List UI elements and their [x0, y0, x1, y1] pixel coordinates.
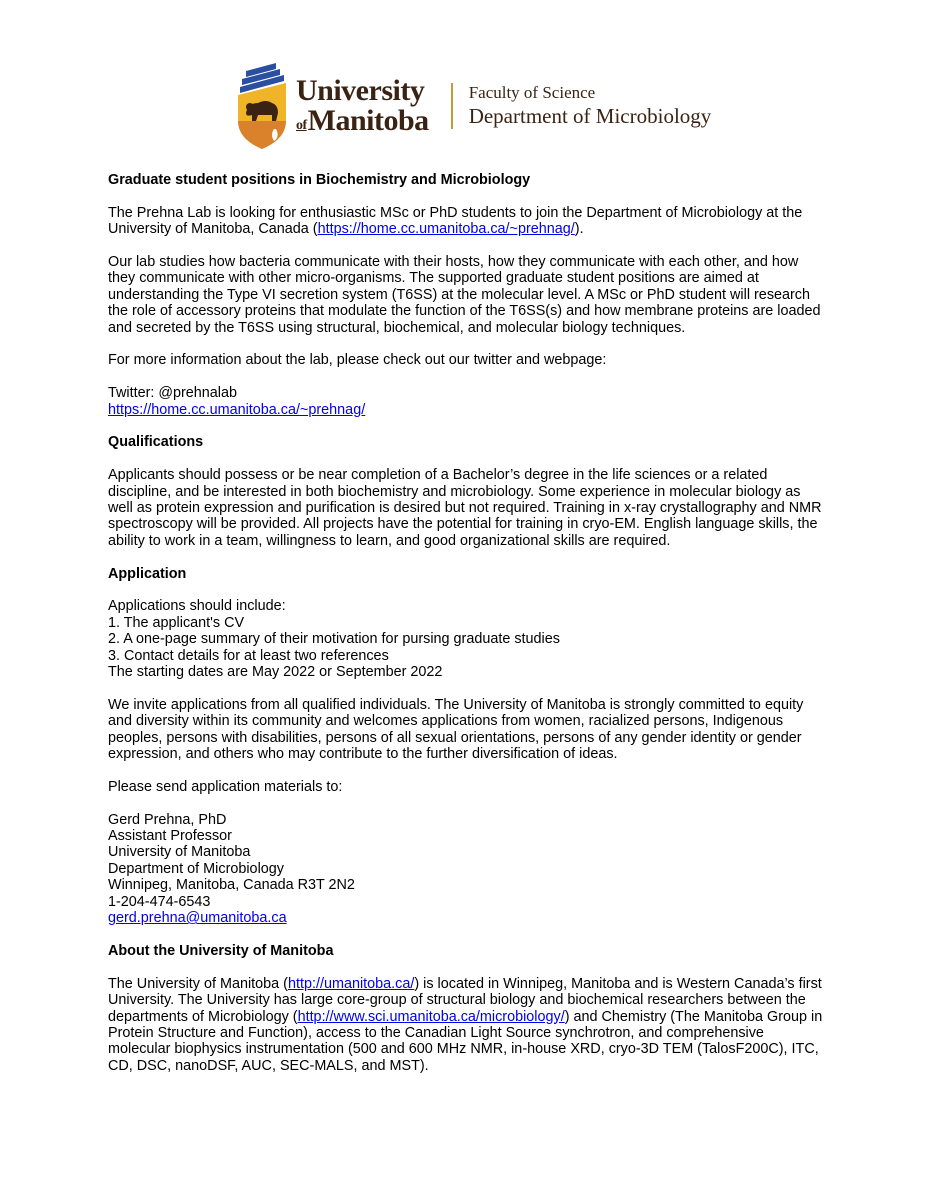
starting-dates: The starting dates are May 2022 or September 2022 [108, 664, 443, 681]
about-heading: About the University of Manitoba [108, 942, 334, 959]
university-wordmark [296, 76, 429, 136]
about-paragraph [108, 976, 828, 1074]
about-text-2: ) is located in Winnipeg, Manitoba and is Western Canada’s first University. The University has large core-group of structural biology and biochemical researchers between the departments of Microbiology ( [108, 975, 822, 1025]
faculty-block [469, 83, 712, 129]
social-links [108, 385, 828, 418]
list-item: 1. The applicant's CV [108, 614, 245, 631]
wordmark-university: University [296, 74, 425, 107]
qualifications-heading: Qualifications [108, 434, 204, 451]
contact-name: Gerd Prehna, PhD [108, 811, 227, 828]
research-paragraph: Our lab studies how bacteria communicate with their hosts, how they communicate with each other, and how they communicate with other micro-organisms. The supported graduate student positions are aimed at understanding the Type VI secretion system (T6SS) at the molecular level. A MSc or PhD student will research the role of accessory proteins that modulate the function of the T6SS(s) and how membrane proteins are loaded and secreted by the T6SS using structural, biochemical, and molecular biology techniques. [108, 254, 821, 336]
document-body [108, 172, 828, 1091]
wordmark-of: of [296, 118, 307, 133]
send-to-paragraph: Please send application materials to: [108, 778, 343, 795]
contact-address: Winnipeg, Manitoba, Canada R3T 2N2 [108, 877, 355, 894]
wordmark-manitoba: Manitoba [307, 104, 429, 137]
contact-university: University of Manitoba [108, 844, 251, 861]
contact-department: Department of Microbiology [108, 860, 284, 877]
application-heading: Application [108, 565, 187, 582]
intro-text-end: ). [574, 221, 584, 238]
contact-title: Assistant Professor [108, 828, 232, 845]
wordmark-manitoba-line [296, 106, 429, 136]
faculty-name: Faculty of Science [468, 83, 596, 103]
umanitoba-link[interactable]: http://umanitoba.ca/ [287, 975, 415, 992]
equity-paragraph: We invite applications from all qualified individuals. The University of Manitoba is strongly committed to equity and diversity within its community and welcomes applications from women, racialized persons, Indigenous peoples, persons with disabilities, persons of all sexual orientations, persons of any gender identity or gender expression, and others who may contribute to the further diversification of ideas. [108, 696, 804, 763]
webpage-link[interactable]: https://home.cc.umanitoba.ca/~prehnag/ [108, 401, 366, 418]
letterhead [236, 60, 711, 152]
contact-email-link[interactable]: gerd.prehna@umanitoba.ca [108, 910, 287, 927]
contact-block [108, 812, 828, 927]
header-divider [451, 83, 453, 129]
about-text-1: The University of Manitoba ( [108, 975, 288, 992]
contact-phone: 1-204-474-6543 [108, 893, 211, 910]
more-info-paragraph: For more information about the lab, please check out our twitter and webpage: [108, 352, 607, 369]
intro-paragraph [108, 205, 828, 238]
about-text-3: ) and Chemistry (The Manitoba Group in Protein Structure and Function), access to the Canadian Light Source synchrotron, and comprehensive molecular biophysics instrumentation (500 and 600 MHz NMR, in-house XRD, cryo-3D TEM (TalosF200C), ITC, CD, DSC, nanoDSF, AUC, SEC-MALS, and MST). [108, 1008, 823, 1074]
qualifications-paragraph: Applicants should possess or be near completion of a Bachelor’s degree in the life sciences or a related discipline, and be interested in both biochemistry and microbiology. Some experience in molecular biology as well as protein expression and purification is desired but not required. Training in x-ray crystallography and NMR spectroscopy will be provided. All projects have the potential for training in cryo-EM. English language skills, the ability to work in a team, willingness to learn, and good organizational skills are required. [108, 467, 822, 549]
lab-website-link[interactable]: https://home.cc.umanitoba.ca/~prehnag/ [317, 221, 575, 238]
list-item: 2. A one-page summary of their motivation for pursing graduate studies [108, 631, 560, 648]
application-list [108, 598, 828, 680]
list-item: 3. Contact details for at least two references [108, 647, 389, 664]
twitter-handle: Twitter: @prehnalab [108, 385, 237, 402]
page-title: Graduate student positions in Biochemistry and Microbiology [108, 172, 531, 188]
department-name: Department of Microbiology [468, 103, 712, 128]
application-intro: Applications should include: [108, 598, 286, 615]
intro-text: The Prehna Lab is looking for enthusiastic MSc or PhD students to join the Department of Microbiology at the University of Manitoba, Canada ( [108, 204, 803, 238]
university-crest-icon [236, 63, 288, 149]
microbiology-link[interactable]: http://www.sci.umanitoba.ca/microbiology/ [297, 1008, 565, 1025]
